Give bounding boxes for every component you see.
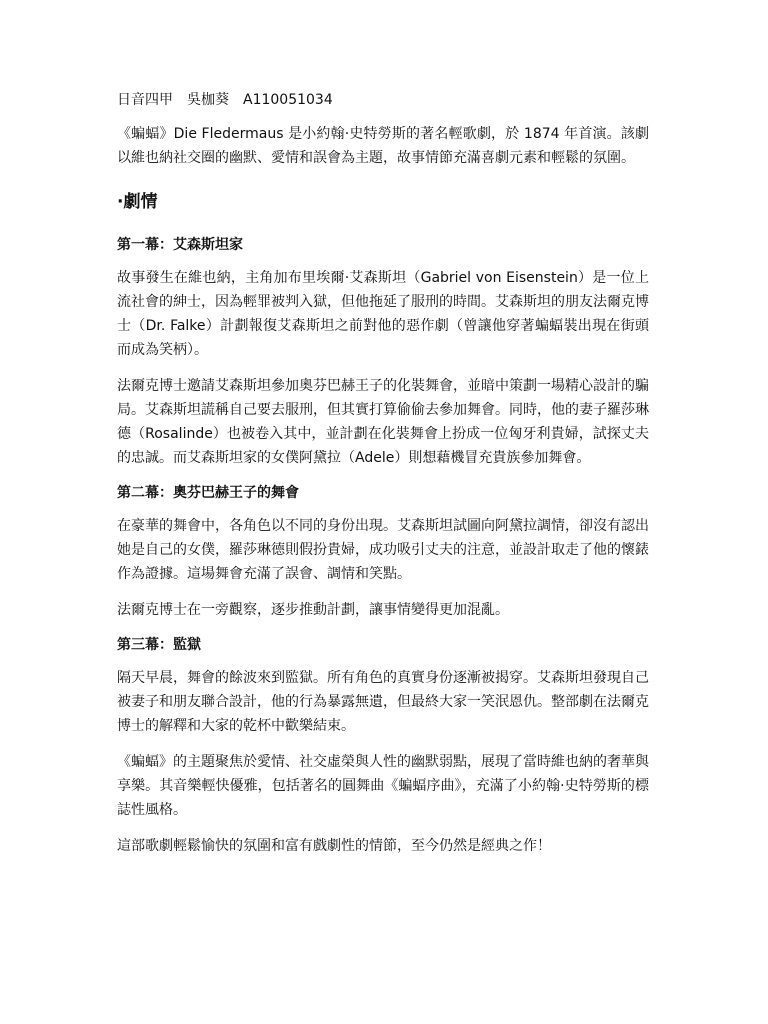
- act2-paragraph-2: 法爾克博士在一旁觀察，逐步推動計劃，讓事情變得更加混亂。: [117, 602, 509, 618]
- act1-title: 第一幕：艾森斯坦家: [117, 237, 243, 253]
- author-line: 日音四甲 吳枷葵 A110051034: [117, 92, 333, 108]
- plot-heading: ·劇情: [117, 192, 158, 212]
- conclusion-paragraph-1: 《蝙蝠》的主題聚焦於愛情、社交虛榮與人性的幽默弱點，展現了當時維也納的奢華與享樂。其音樂輕快優雅，包括著名的圓舞曲《蝙蝠序曲》，充滿了小約翰·史特勞斯的標誌性風格。: [117, 754, 649, 818]
- act2-title: 第二幕：奧芬巴赫王子的舞會: [117, 485, 299, 501]
- act3-title: 第三幕：監獄: [117, 637, 201, 653]
- document-page: [117, 90, 649, 870]
- intro-paragraph: 《蝙蝠》Die Fledermaus 是小約翰·史特勞斯的著名輕歌劇，於 1874 年首演。該劇以維也納社交圈的幽默、愛情和誤會為主題，故事情節充滿喜劇元素和輕鬆的氛圍。: [117, 126, 649, 166]
- conclusion-paragraph-2: 這部歌劇輕鬆愉快的氛圍和富有戲劇性的情節，至今仍然是經典之作！: [117, 838, 551, 854]
- act2-paragraph-1: 在豪華的舞會中，各角色以不同的身份出現。艾森斯坦試圖向阿黛拉調情，卻沒有認出她是自己的女僕，羅莎琳德則假扮貴婦，成功吸引丈夫的注意，並設計取走了他的懷錶作為證據。這場舞會充滿了誤會、調情和笑點。: [117, 518, 649, 582]
- act1-paragraph-2: 法爾克博士邀請艾森斯坦參加奧芬巴赫王子的化裝舞會，並暗中策劃一場精心設計的騙局。艾森斯坦謊稱自己要去服刑，但其實打算偷偷去參加舞會。同時，他的妻子羅莎琳德（Rosalinde）也被卷入其中，並計劃在化裝舞會上扮成一位匈牙利貴婦，試探丈夫的忠誠。而艾森斯坦家的女僕阿黛拉（Adele）則想藉機冒充貴族參加舞會。: [117, 378, 649, 466]
- act1-paragraph-1: 故事發生在維也納，主角加布里埃爾·艾森斯坦（Gabriel von Eisenstein）是一位上流社會的紳士，因為輕罪被判入獄，但他拖延了服刑的時間。艾森斯坦的朋友法爾克博士（Dr. Falke）計劃報復艾森斯坦之前對他的惡作劇（曾讓他穿著蝙蝠裝出現在街頭而成為笑柄）。: [117, 270, 649, 358]
- act3-paragraph-1: 隔天早晨，舞會的餘波來到監獄。所有角色的真實身份逐漸被揭穿。艾森斯坦發現自己被妻子和朋友聯合設計，他的行為暴露無遺，但最終大家一笑泯恩仇。整部劇在法爾克博士的解釋和大家的乾杯中歡樂結束。: [117, 670, 649, 734]
